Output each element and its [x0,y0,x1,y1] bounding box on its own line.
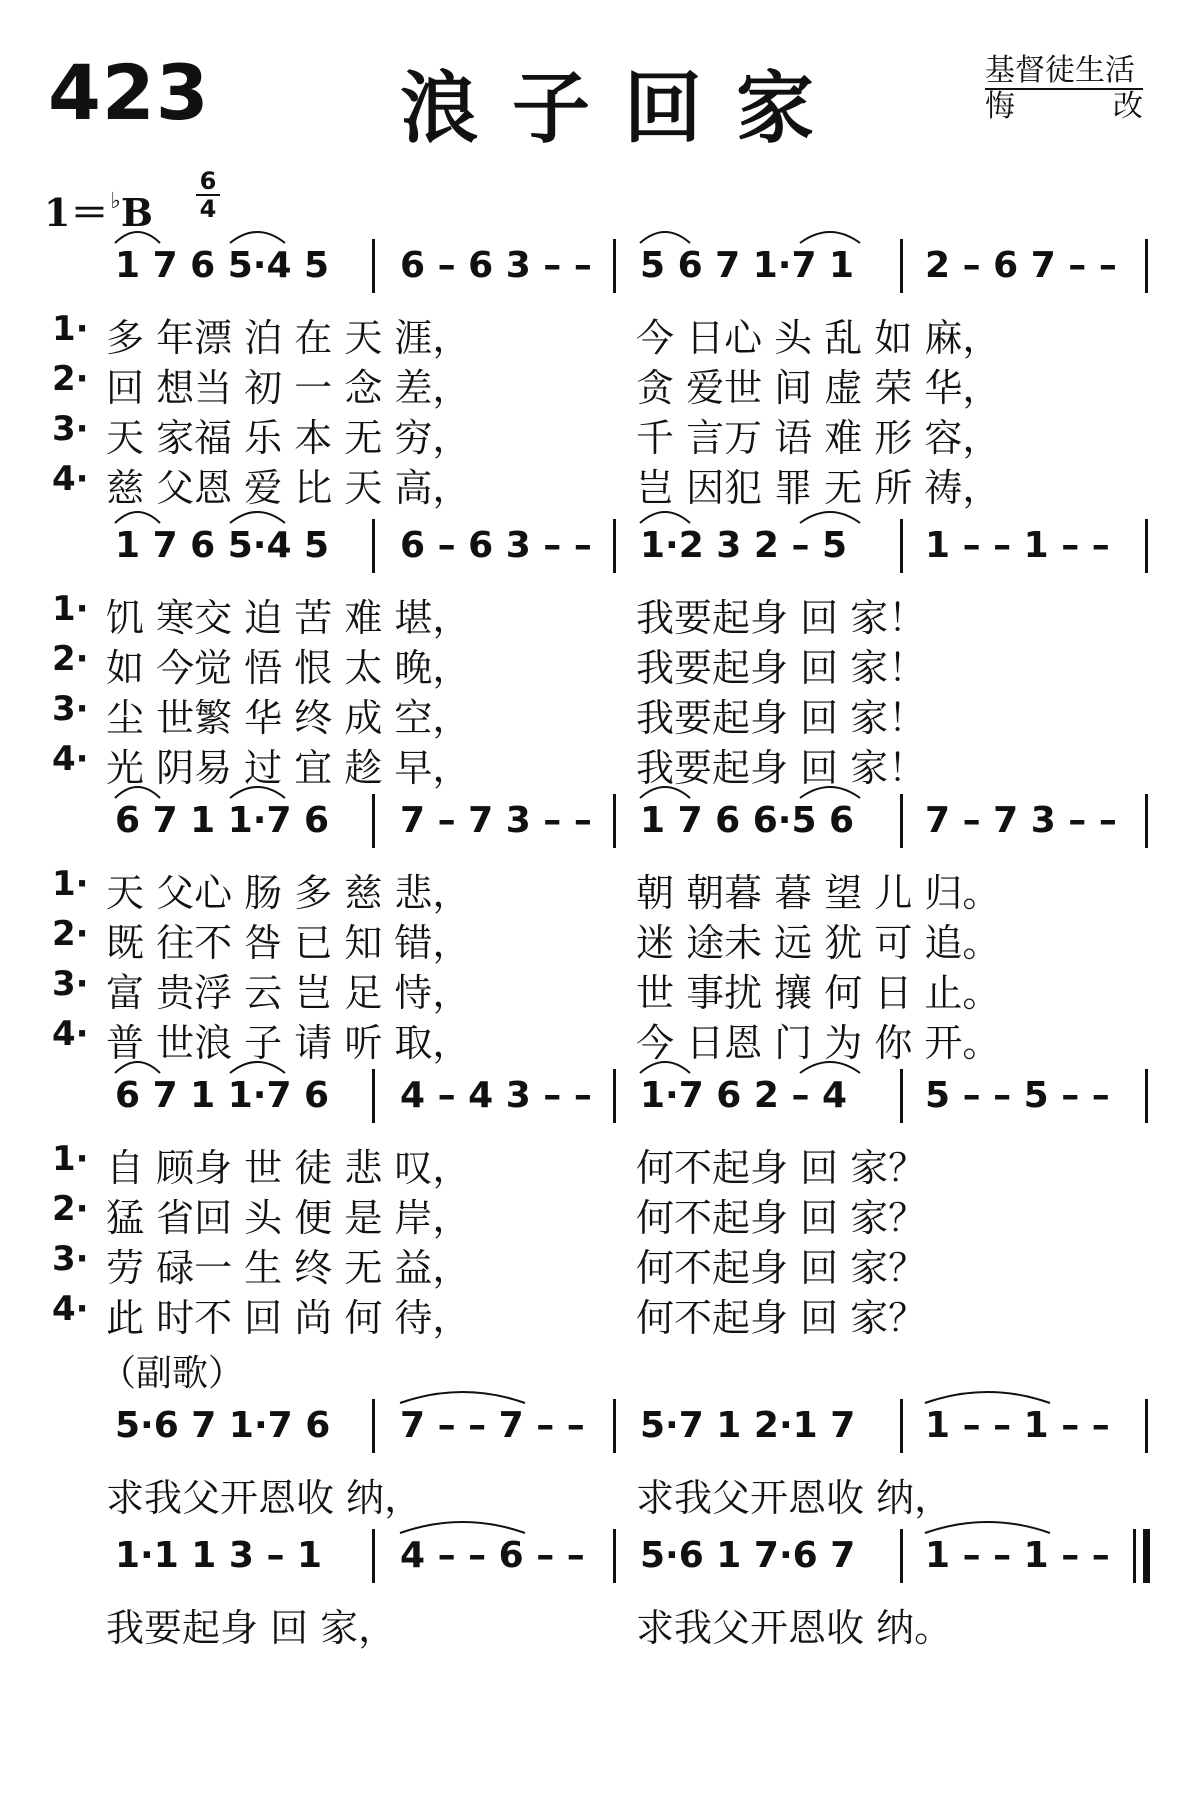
lyric-line: 何不起身 回 家？ [636,1146,927,1190]
measure-notation: 1 – – 1 – – [925,525,1110,566]
hymn-title: 浪子回家 [400,63,849,154]
lyric-line: 何不起身 回 家？ [636,1196,927,1240]
verse-number: 2· [52,914,89,954]
lyric-line: 慈 父恩 爱 比 天 高， [106,466,471,510]
measure-notation: 5·6 1 7·6 7 [640,1535,856,1576]
verse-number: 3· [52,689,89,729]
measure-notation: 7 – 7 3 – – [925,800,1117,841]
lyric-line: 朝 朝暮 暮 望 儿 归。 [636,871,1001,915]
credit-category: 基督徒生活 [985,54,1143,90]
slur-mark [800,512,860,523]
lyric-line: 多 年漂 泊 在 天 涯， [106,316,471,360]
key-note: B [120,190,153,235]
lyric-line: 今 日恩 门 为 你 开。 [636,1021,1001,1065]
measure-notation: 2 – 6 7 – – [925,245,1117,286]
verse-number: 2· [52,359,89,399]
lyric-line: 此 时不 回 尚 何 待， [106,1296,471,1340]
lyric-line: 何不起身 回 家？ [636,1246,927,1290]
lyric-line: 尘 世繁 华 终 成 空， [106,696,471,740]
measure-notation: 6 – 6 3 – – [400,245,592,286]
slur-mark [230,512,285,523]
verse-number: 3· [52,1239,89,1279]
key-prefix: 1＝ [44,190,109,235]
lyric-line: 今 日心 头 乱 如 麻， [636,316,1001,360]
measure-notation: 1 7 6 5·4 5 [115,245,330,286]
lyric-line: 光 阴易 过 宜 趁 早， [106,746,471,790]
measure-notation: 1·1 1 3 – 1 [115,1535,323,1576]
lyric-line: 岂 因犯 罪 无 所 祷， [636,466,1001,510]
slur-mark [115,232,160,243]
slur-mark [640,512,690,523]
lyric-line: 既 往不 咎 已 知 错， [106,921,471,965]
flat-icon: ♭ [110,188,121,214]
lyric-line: 我要起身 回 家！ [636,596,927,640]
time-numerator: 6 [196,168,220,196]
lyric-line: 我要起身 回 家！ [636,696,927,740]
verse-number: 1· [52,864,89,904]
measure-notation: 1·2 3 2 – 5 [640,525,848,566]
lyric-line: 求我父开恩收 纳， [106,1476,423,1520]
verse-number: 2· [52,1189,89,1229]
slur-mark [115,787,160,798]
measure-notation: 7 – 7 3 – – [400,800,592,841]
lyric-line: 千 言万 语 难 形 容， [636,416,1001,460]
slur-mark [640,232,690,243]
measure-notation: 5·7 1 2·1 7 [640,1405,856,1446]
verse-number: 3· [52,964,89,1004]
measure-notation: 6 – 6 3 – – [400,525,592,566]
slur-mark [800,1062,860,1073]
hymn-number: 423 [48,48,210,137]
verse-number: 4· [52,1289,89,1329]
verse-number: 3· [52,409,89,449]
lyric-line: 世 事扰 攘 何 日 止。 [636,971,1001,1015]
lyric-line: 天 父心 肠 多 慈 悲， [106,871,471,915]
time-denominator: 4 [199,195,217,223]
lyric-line: 猛 省回 头 便 是 岸， [106,1196,471,1240]
lyric-line: 求我父开恩收 纳， [636,1476,953,1520]
verse-number: 4· [52,1014,89,1054]
lyric-line: 何不起身 回 家？ [636,1296,927,1340]
slur-mark [925,1522,1050,1533]
measure-notation: 6 7 1 1·7 6 [115,800,330,841]
slur-mark [115,512,160,523]
measure-notation: 5·6 7 1·7 6 [115,1405,331,1446]
slur-mark [400,1522,525,1533]
credit-sub-a: 悔 [985,89,1015,124]
slur-mark [230,1062,285,1073]
verse-number: 4· [52,739,89,779]
verse-number: 1· [52,589,89,629]
verse-number: 1· [52,1139,89,1179]
measure-notation: 5 6 7 1·7 1 [640,245,855,286]
slur-mark [230,787,285,798]
measure-notation: 1 – – 1 – – [925,1535,1110,1576]
lyric-line: 迷 途未 远 犹 可 追。 [636,921,1001,965]
verse-number: 2· [52,639,89,679]
lyric-line: 求我父开恩收 纳。 [636,1606,953,1650]
slur-mark [925,1392,1050,1403]
slur-mark [640,1062,690,1073]
lyric-line: 饥 寒交 迫 苦 难 堪， [106,596,471,640]
lyric-line: 我要起身 回 家！ [636,746,927,790]
lyric-line: 劳 碌一 生 终 无 益， [106,1246,471,1290]
verse-number: 1· [52,309,89,349]
lyric-line: 天 家福 乐 本 无 穷， [106,416,471,460]
measure-notation: 1·7 6 2 – 4 [640,1075,848,1116]
credit-sub-b: 改 [1113,89,1143,124]
measure-notation: 1 – – 1 – – [925,1405,1110,1446]
chorus-label: （副歌） [100,1353,245,1394]
slur-mark [640,787,690,798]
slur-mark [115,1062,160,1073]
measure-notation: 1 7 6 6·5 6 [640,800,855,841]
measure-notation: 6 7 1 1·7 6 [115,1075,330,1116]
measure-notation: 5 – – 5 – – [925,1075,1110,1116]
lyric-line: 回 想当 初 一 念 差， [106,366,471,410]
measure-notation: 1 7 6 5·4 5 [115,525,330,566]
lyric-line: 如 今觉 悟 恨 太 晚， [106,646,471,690]
slur-mark [230,232,285,243]
measure-notation: 4 – – 6 – – [400,1535,585,1576]
slur-mark [400,1392,525,1403]
slur-mark [800,787,860,798]
lyric-line: 普 世浪 子 请 听 取， [106,1021,471,1065]
lyric-line: 富 贵浮 云 岂 足 恃， [106,971,471,1015]
lyric-line: 贪 爱世 间 虚 荣 华， [636,366,1001,410]
lyric-line: 我要起身 回 家， [106,1606,397,1650]
lyric-line: 自 顾身 世 徒 悲 叹， [106,1146,471,1190]
measure-notation: 7 – – 7 – – [400,1405,585,1446]
slur-mark [800,232,860,243]
measure-notation: 4 – 4 3 – – [400,1075,592,1116]
lyric-line: 我要起身 回 家！ [636,646,927,690]
verse-number: 4· [52,459,89,499]
